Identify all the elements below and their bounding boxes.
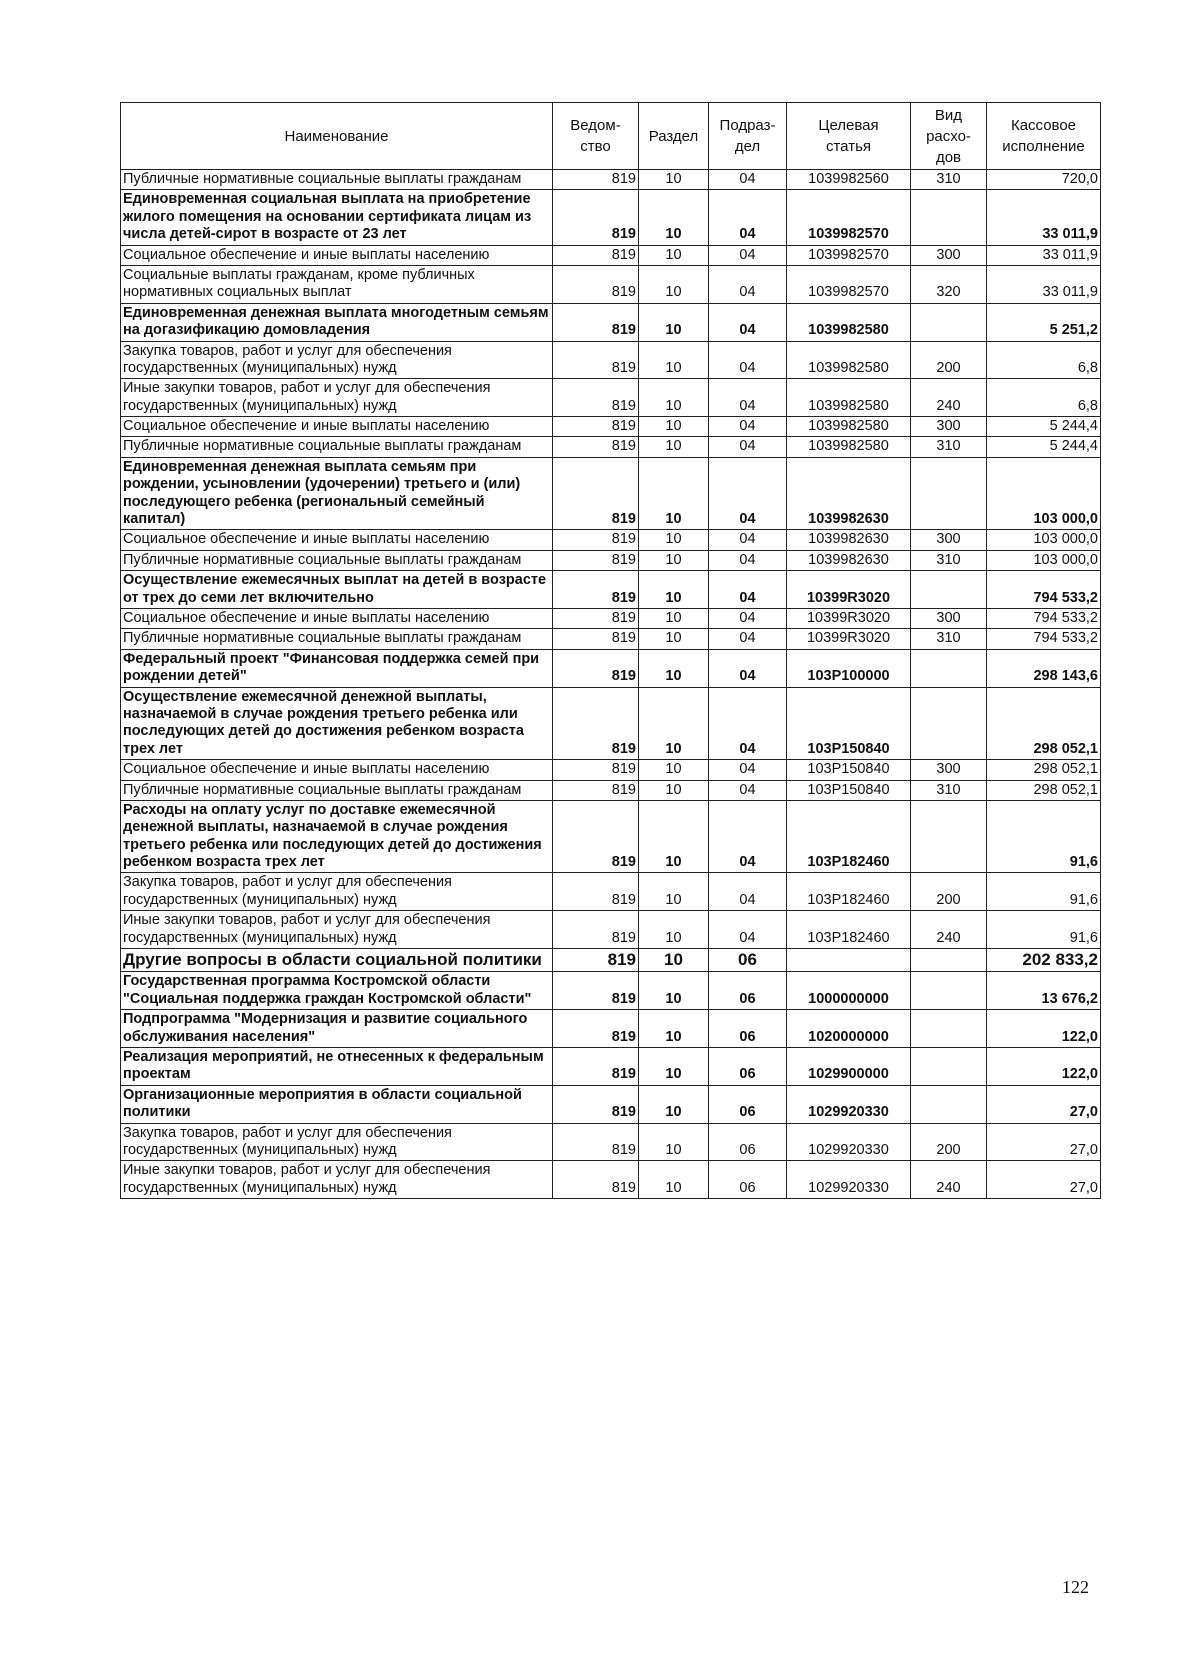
row-subsection: 04 — [709, 379, 787, 417]
row-target: 1039982630 — [787, 530, 911, 550]
row-dept: 819 — [553, 457, 639, 530]
row-name: Осуществление ежемесячной денежной выплаты, назначаемой в случае рождения третьего ребенка или последующих детей до достижения ребенком возраста трех лет — [121, 687, 553, 760]
row-subsection: 06 — [709, 1010, 787, 1048]
table-row — [121, 530, 1101, 550]
row-amount: 202 833,2 — [987, 949, 1101, 972]
row-name: Публичные нормативные социальные выплаты гражданам — [121, 437, 553, 457]
row-section: 10 — [639, 911, 709, 949]
row-amount: 13 676,2 — [987, 972, 1101, 1010]
row-target: 1029900000 — [787, 1047, 911, 1085]
table-row — [121, 873, 1101, 911]
row-dept: 819 — [553, 571, 639, 609]
row-section: 10 — [639, 550, 709, 570]
row-dept: 819 — [553, 760, 639, 780]
row-name: Осуществление ежемесячных выплат на детей в возрасте от трех до семи лет включительно — [121, 571, 553, 609]
row-subsection: 06 — [709, 949, 787, 972]
row-dept: 819 — [553, 417, 639, 437]
row-target: 1039982630 — [787, 457, 911, 530]
table-row — [121, 190, 1101, 245]
table-row — [121, 949, 1101, 972]
row-section: 10 — [639, 170, 709, 190]
row-target: 103P150840 — [787, 780, 911, 800]
row-kind: 300 — [911, 530, 987, 550]
row-target: 103P150840 — [787, 760, 911, 780]
row-amount: 720,0 — [987, 170, 1101, 190]
row-target: 103P182460 — [787, 800, 911, 873]
row-dept: 819 — [553, 1123, 639, 1161]
row-kind: 310 — [911, 437, 987, 457]
row-dept: 819 — [553, 629, 639, 649]
row-subsection: 06 — [709, 972, 787, 1010]
row-section: 10 — [639, 873, 709, 911]
table-row — [121, 170, 1101, 190]
row-subsection: 04 — [709, 170, 787, 190]
row-target: 1020000000 — [787, 1010, 911, 1048]
row-amount: 298 052,1 — [987, 780, 1101, 800]
row-amount: 298 143,6 — [987, 649, 1101, 687]
row-section: 10 — [639, 972, 709, 1010]
row-kind: 240 — [911, 911, 987, 949]
row-target: 1039982580 — [787, 341, 911, 379]
row-amount: 33 011,9 — [987, 245, 1101, 265]
row-target: 1039982630 — [787, 550, 911, 570]
row-dept: 819 — [553, 170, 639, 190]
row-target: 1039982580 — [787, 417, 911, 437]
row-section: 10 — [639, 949, 709, 972]
row-dept: 819 — [553, 530, 639, 550]
row-kind — [911, 190, 987, 245]
row-subsection: 06 — [709, 1161, 787, 1199]
table-header-row — [121, 103, 1101, 170]
row-amount: 794 533,2 — [987, 571, 1101, 609]
table-row — [121, 245, 1101, 265]
row-subsection: 04 — [709, 873, 787, 911]
row-subsection: 04 — [709, 457, 787, 530]
row-section: 10 — [639, 1085, 709, 1123]
table-row — [121, 571, 1101, 609]
page-number: 122 — [1062, 1577, 1089, 1597]
header-dept: Ведом- ство — [553, 103, 639, 170]
row-name: Социальное обеспечение и иные выплаты населению — [121, 608, 553, 628]
row-section: 10 — [639, 303, 709, 341]
row-kind: 200 — [911, 341, 987, 379]
row-kind — [911, 649, 987, 687]
row-subsection: 04 — [709, 571, 787, 609]
row-section: 10 — [639, 1161, 709, 1199]
table-row — [121, 1085, 1101, 1123]
table-row — [121, 303, 1101, 341]
row-dept: 819 — [553, 379, 639, 417]
row-section: 10 — [639, 437, 709, 457]
table-row — [121, 457, 1101, 530]
table-row — [121, 265, 1101, 303]
row-name: Публичные нормативные социальные выплаты гражданам — [121, 780, 553, 800]
row-subsection: 06 — [709, 1047, 787, 1085]
row-target: 10399R3020 — [787, 571, 911, 609]
table-row — [121, 629, 1101, 649]
row-section: 10 — [639, 800, 709, 873]
row-kind: 300 — [911, 760, 987, 780]
row-dept: 819 — [553, 972, 639, 1010]
table-row — [121, 649, 1101, 687]
table-row — [121, 780, 1101, 800]
row-dept: 819 — [553, 190, 639, 245]
row-subsection: 04 — [709, 649, 787, 687]
table-row — [121, 341, 1101, 379]
row-name: Закупка товаров, работ и услуг для обеспечения государственных (муниципальных) нужд — [121, 873, 553, 911]
row-subsection: 06 — [709, 1085, 787, 1123]
row-target: 103P100000 — [787, 649, 911, 687]
row-name: Федеральный проект "Финансовая поддержка семей при рождении детей" — [121, 649, 553, 687]
row-name: Социальное обеспечение и иные выплаты населению — [121, 417, 553, 437]
row-section: 10 — [639, 190, 709, 245]
row-name: Социальное обеспечение и иные выплаты населению — [121, 760, 553, 780]
row-target: 1039982580 — [787, 437, 911, 457]
row-amount: 298 052,1 — [987, 760, 1101, 780]
row-subsection: 04 — [709, 417, 787, 437]
header-subsection: Подраз- дел — [709, 103, 787, 170]
row-subsection: 04 — [709, 550, 787, 570]
row-target: 1029920330 — [787, 1085, 911, 1123]
table-row — [121, 1123, 1101, 1161]
row-kind — [911, 457, 987, 530]
row-target: 10399R3020 — [787, 629, 911, 649]
table-row — [121, 437, 1101, 457]
row-section: 10 — [639, 1123, 709, 1161]
row-target: 1039982570 — [787, 245, 911, 265]
row-subsection: 04 — [709, 303, 787, 341]
row-name: Единовременная денежная выплата семьям при рождении, усыновлении (удочерении) третьего и (или) последующего ребенка (региональный семейный капитал) — [121, 457, 553, 530]
row-name: Реализация мероприятий, не отнесенных к федеральным проектам — [121, 1047, 553, 1085]
table-row — [121, 417, 1101, 437]
row-amount: 5 244,4 — [987, 417, 1101, 437]
row-kind: 200 — [911, 1123, 987, 1161]
row-dept: 819 — [553, 265, 639, 303]
table-row — [121, 379, 1101, 417]
row-dept: 819 — [553, 911, 639, 949]
row-kind: 300 — [911, 417, 987, 437]
row-amount: 27,0 — [987, 1161, 1101, 1199]
row-amount: 794 533,2 — [987, 608, 1101, 628]
row-amount: 27,0 — [987, 1123, 1101, 1161]
row-section: 10 — [639, 629, 709, 649]
row-kind: 310 — [911, 550, 987, 570]
row-subsection: 04 — [709, 629, 787, 649]
row-subsection: 04 — [709, 760, 787, 780]
row-subsection: 04 — [709, 530, 787, 550]
row-subsection: 06 — [709, 1123, 787, 1161]
row-section: 10 — [639, 687, 709, 760]
table-body — [121, 170, 1101, 1199]
row-dept: 819 — [553, 341, 639, 379]
row-kind — [911, 571, 987, 609]
row-kind: 310 — [911, 780, 987, 800]
header-section: Раздел — [639, 103, 709, 170]
row-kind — [911, 800, 987, 873]
row-dept: 819 — [553, 780, 639, 800]
row-target: 1000000000 — [787, 972, 911, 1010]
row-kind — [911, 1010, 987, 1048]
row-name: Подпрограмма "Модернизация и развитие социального обслуживания населения" — [121, 1010, 553, 1048]
row-dept: 819 — [553, 873, 639, 911]
row-section: 10 — [639, 1010, 709, 1048]
row-subsection: 04 — [709, 608, 787, 628]
row-amount: 91,6 — [987, 873, 1101, 911]
row-kind: 200 — [911, 873, 987, 911]
row-target: 10399R3020 — [787, 608, 911, 628]
row-subsection: 04 — [709, 911, 787, 949]
row-dept: 819 — [553, 1047, 639, 1085]
row-subsection: 04 — [709, 190, 787, 245]
row-target: 1039982580 — [787, 379, 911, 417]
row-dept: 819 — [553, 687, 639, 760]
row-kind — [911, 1047, 987, 1085]
table-row — [121, 972, 1101, 1010]
table-row — [121, 800, 1101, 873]
row-dept: 819 — [553, 608, 639, 628]
header-kind: Вид расхо- дов — [911, 103, 987, 170]
row-name: Государственная программа Костромской области "Социальная поддержка граждан Костромской области" — [121, 972, 553, 1010]
row-kind: 300 — [911, 608, 987, 628]
row-target: 1039982580 — [787, 303, 911, 341]
row-subsection: 04 — [709, 780, 787, 800]
row-section: 10 — [639, 341, 709, 379]
row-section: 10 — [639, 760, 709, 780]
row-name: Социальное обеспечение и иные выплаты населению — [121, 245, 553, 265]
table-row — [121, 687, 1101, 760]
row-amount: 298 052,1 — [987, 687, 1101, 760]
table-row — [121, 911, 1101, 949]
row-name: Единовременная социальная выплата на приобретение жилого помещения на основании сертификата лицам из числа детей-сирот в возрасте от 23 лет — [121, 190, 553, 245]
row-section: 10 — [639, 245, 709, 265]
row-name: Публичные нормативные социальные выплаты гражданам — [121, 170, 553, 190]
row-kind — [911, 1085, 987, 1123]
row-kind: 320 — [911, 265, 987, 303]
row-kind: 240 — [911, 1161, 987, 1199]
table-row — [121, 760, 1101, 780]
row-dept: 819 — [553, 649, 639, 687]
row-target: 103P182460 — [787, 911, 911, 949]
row-kind: 300 — [911, 245, 987, 265]
row-amount: 33 011,9 — [987, 190, 1101, 245]
table-row — [121, 1047, 1101, 1085]
row-section: 10 — [639, 571, 709, 609]
row-name: Закупка товаров, работ и услуг для обеспечения государственных (муниципальных) нужд — [121, 341, 553, 379]
row-amount: 27,0 — [987, 1085, 1101, 1123]
row-name: Социальные выплаты гражданам, кроме публичных нормативных социальных выплат — [121, 265, 553, 303]
row-dept: 819 — [553, 303, 639, 341]
row-amount: 6,8 — [987, 379, 1101, 417]
row-kind: 240 — [911, 379, 987, 417]
row-section: 10 — [639, 608, 709, 628]
row-kind — [911, 972, 987, 1010]
row-section: 10 — [639, 530, 709, 550]
row-amount: 91,6 — [987, 800, 1101, 873]
header-name: Наименование — [121, 103, 553, 170]
row-name: Публичные нормативные социальные выплаты гражданам — [121, 629, 553, 649]
row-dept: 819 — [553, 437, 639, 457]
row-amount: 103 000,0 — [987, 550, 1101, 570]
row-section: 10 — [639, 417, 709, 437]
row-amount: 91,6 — [987, 911, 1101, 949]
row-name: Единовременная денежная выплата многодетным семьям на догазификацию домовладения — [121, 303, 553, 341]
header-amount: Кассовое исполнение — [987, 103, 1101, 170]
row-dept: 819 — [553, 1085, 639, 1123]
row-kind — [911, 687, 987, 760]
row-target: 1039982560 — [787, 170, 911, 190]
row-section: 10 — [639, 780, 709, 800]
row-subsection: 04 — [709, 437, 787, 457]
row-subsection: 04 — [709, 341, 787, 379]
row-amount: 122,0 — [987, 1010, 1101, 1048]
row-amount: 6,8 — [987, 341, 1101, 379]
row-name: Иные закупки товаров, работ и услуг для обеспечения государственных (муниципальных) нужд — [121, 379, 553, 417]
row-kind: 310 — [911, 170, 987, 190]
row-kind — [911, 949, 987, 972]
row-amount: 5 244,4 — [987, 437, 1101, 457]
row-kind: 310 — [911, 629, 987, 649]
budget-execution-table — [120, 102, 1101, 1199]
row-subsection: 04 — [709, 687, 787, 760]
row-kind — [911, 303, 987, 341]
row-name: Организационные мероприятия в области социальной политики — [121, 1085, 553, 1123]
row-name: Другие вопросы в области социальной политики — [121, 949, 553, 972]
row-section: 10 — [639, 649, 709, 687]
row-dept: 819 — [553, 245, 639, 265]
row-section: 10 — [639, 265, 709, 303]
row-target: 1039982570 — [787, 190, 911, 245]
row-amount: 103 000,0 — [987, 530, 1101, 550]
table-row — [121, 608, 1101, 628]
row-dept: 819 — [553, 800, 639, 873]
row-target — [787, 949, 911, 972]
row-amount: 122,0 — [987, 1047, 1101, 1085]
row-section: 10 — [639, 379, 709, 417]
row-name: Социальное обеспечение и иные выплаты населению — [121, 530, 553, 550]
row-target: 103P150840 — [787, 687, 911, 760]
row-amount: 103 000,0 — [987, 457, 1101, 530]
row-amount: 794 533,2 — [987, 629, 1101, 649]
row-name: Иные закупки товаров, работ и услуг для обеспечения государственных (муниципальных) нужд — [121, 911, 553, 949]
table-row — [121, 1010, 1101, 1048]
row-subsection: 04 — [709, 800, 787, 873]
row-subsection: 04 — [709, 245, 787, 265]
row-section: 10 — [639, 1047, 709, 1085]
row-name: Расходы на оплату услуг по доставке ежемесячной денежной выплаты, назначаемой в случае рождения третьего ребенка или последующих детей до достижения ребенком возраста трех лет — [121, 800, 553, 873]
row-amount: 5 251,2 — [987, 303, 1101, 341]
row-dept: 819 — [553, 1010, 639, 1048]
row-name: Закупка товаров, работ и услуг для обеспечения государственных (муниципальных) нужд — [121, 1123, 553, 1161]
row-target: 1029920330 — [787, 1123, 911, 1161]
row-dept: 819 — [553, 550, 639, 570]
row-dept: 819 — [553, 949, 639, 972]
row-name: Публичные нормативные социальные выплаты гражданам — [121, 550, 553, 570]
row-target: 103P182460 — [787, 873, 911, 911]
table-row — [121, 1161, 1101, 1199]
row-dept: 819 — [553, 1161, 639, 1199]
row-target: 1039982570 — [787, 265, 911, 303]
table-row — [121, 550, 1101, 570]
header-target: Целевая статья — [787, 103, 911, 170]
row-subsection: 04 — [709, 265, 787, 303]
row-target: 1029920330 — [787, 1161, 911, 1199]
row-section: 10 — [639, 457, 709, 530]
row-amount: 33 011,9 — [987, 265, 1101, 303]
row-name: Иные закупки товаров, работ и услуг для обеспечения государственных (муниципальных) нужд — [121, 1161, 553, 1199]
